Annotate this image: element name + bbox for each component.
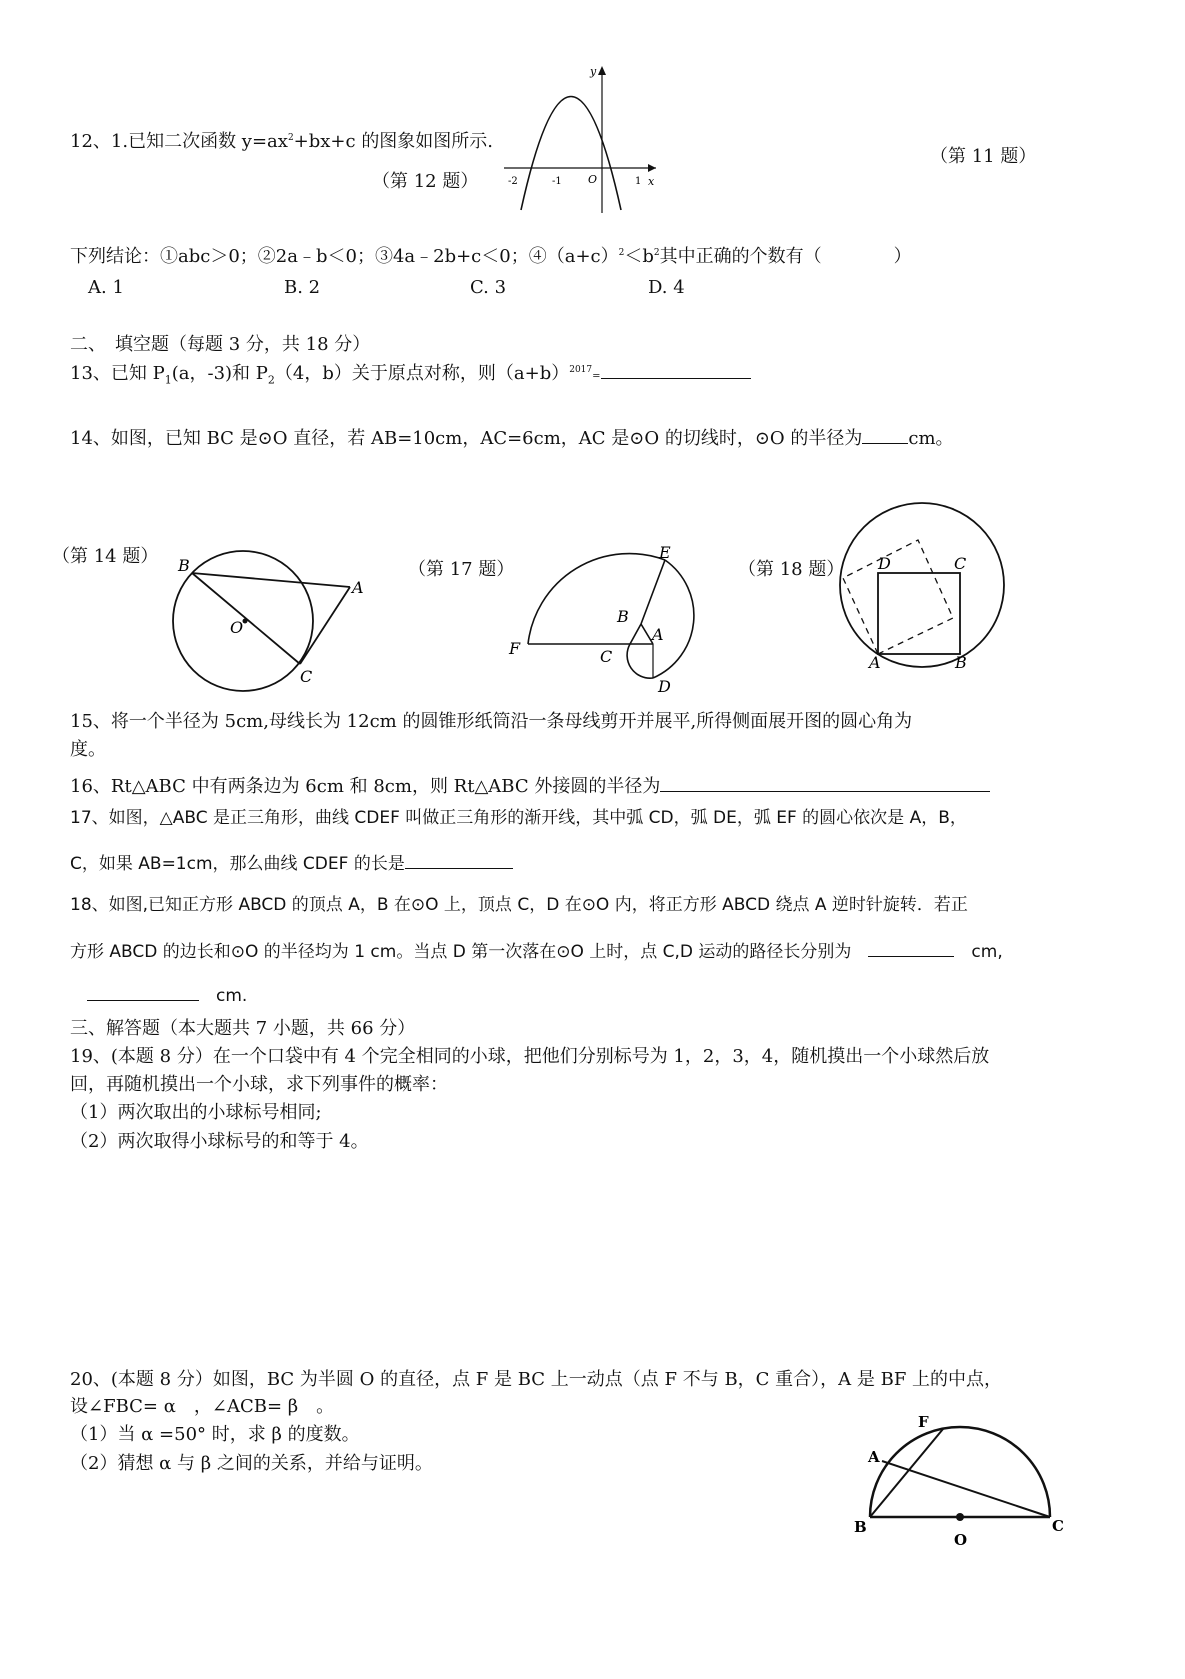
q15-line1: 15、将一个半径为 5cm,母线长为 12cm 的圆锥形纸筒沿一条母线剪开并展平,所得侧面展开图的圆心角为 (70, 711, 913, 732)
graph-tick-neg2: -2 (508, 176, 518, 187)
q12-option-d: D. 4 (648, 277, 685, 298)
fig17-point-e: E (659, 543, 671, 562)
q12-conclusions: 下列结论：①abc＞0；②2a﹣b＜0；③4a﹣2b+c＜0；$④(a+c)^2<b^2$其中正确的个数有（ ） (70, 246, 912, 267)
q17-line2: C，如果 AB=1cm，那么曲线 CDEF 的长是 (70, 850, 513, 876)
q20-line1: 20、(本题 8 分）如图，BC 为半圆 O 的直径，点 F 是 BC 上一动点（点 F 不与 B，C 重合），A 是 BF 上的中点， (70, 1369, 1003, 1390)
fig18-point-d: D (878, 554, 891, 573)
fig17-point-a: A (652, 625, 664, 644)
graph-y-label: y (590, 65, 597, 78)
graph-x-label: x (648, 175, 655, 188)
graph-origin-label: O (588, 173, 598, 186)
q12-option-a: A. 1 (88, 277, 124, 298)
q17-answer-blank[interactable] (405, 850, 513, 869)
section-2-heading: 二、 填空题（每题 3 分，共 18 分） (70, 334, 371, 355)
fig18-square-circle-diagram (835, 490, 1010, 695)
fig17-point-b: B (617, 607, 629, 626)
q12-stem: 12、1.已知二次函数 $y=ax^2+bx+c$ 的图象如图所示. (70, 131, 494, 152)
fig17-point-d: D (658, 677, 671, 695)
q13: 13、已知 $P_1(a$，-3)和 $P_2(4$，b）关于原点对称，则$(a+b)^{2017}=$ (70, 360, 751, 389)
q19-line1: 19、(本题 8 分）在一个口袋中有 4 个完全相同的小球，把他们分别标号为 1，2，3，4，随机摸出一个小球然后放 (70, 1046, 990, 1067)
q20-point-a: A (868, 1448, 880, 1466)
fig14-point-a: A (352, 578, 364, 597)
graph-tick-neg1: -1 (552, 176, 562, 187)
q18-answer-blank-d[interactable] (87, 982, 199, 1001)
fig18-point-a: A (869, 653, 881, 672)
q12-figure-label: （第 12 题） (372, 171, 479, 192)
fig14-point-b: B (178, 556, 190, 575)
q17-line1: 17、如图，△ABC 是正三角形，曲线 CDEF 叫做正三角形的渐开线，其中弧 CD，弧 DE，弧 EF 的圆心依次是 A，B， (70, 808, 967, 828)
q13-answer-blank[interactable] (601, 360, 751, 379)
fig14-label: （第 14 题） (52, 546, 159, 567)
q11-figure-label: （第 11 题） (930, 146, 1037, 167)
q20-part2: （2）猜想 α 与 β 之间的关系，并给与证明。 (70, 1453, 433, 1474)
q15-line2: 度。 (70, 739, 106, 760)
q14: 14、如图，已知 BC 是⊙O 直径，若 AB=10cm，AC=6cm，AC 是⊙O 的切线时，⊙O 的半径为 cm。 (70, 425, 954, 451)
q19-line2: 回，再随机摸出一个小球，求下列事件的概率： (70, 1074, 448, 1095)
fig18-point-c: C (954, 554, 967, 573)
q20-point-f: F (918, 1413, 929, 1431)
q16-answer-blank[interactable] (660, 773, 990, 792)
q20-part1: （1）当 α =50° 时，求 β 的度数。 (70, 1424, 360, 1445)
graph-tick-1: 1 (635, 176, 642, 187)
fig14-point-o: O (230, 618, 244, 637)
q20-point-c: C (1052, 1517, 1064, 1535)
fig18-point-b: B (955, 653, 967, 672)
q20-line2: 设∠FBC= α ，∠ACB= β 。 (70, 1396, 335, 1417)
fig14-circle-diagram (170, 545, 370, 695)
q18-line3: cm. (70, 982, 247, 1008)
fig17-point-f: F (509, 639, 521, 658)
q16: 16、Rt△ABC 中有两条边为 6cm 和 8cm，则 Rt△ABC 外接圆的半径为 (70, 773, 990, 799)
fig17-label: （第 17 题） (408, 559, 515, 580)
q20-point-o: O (954, 1531, 968, 1549)
fig17-involute-diagram (505, 540, 705, 695)
q19-part1: （1）两次取出的小球标号相同; (70, 1102, 322, 1123)
q12-parabola-graph (498, 58, 668, 216)
q12-option-b: B. 2 (284, 277, 321, 298)
fig17-point-c: C (600, 647, 613, 666)
q19-part2: （2）两次取得小球标号的和等于 4。 (70, 1131, 369, 1152)
q18-line1: 18、如图,已知正方形 ABCD 的顶点 A，B 在⊙O 上，顶点 C，D 在⊙O 内，将正方形 ABCD 绕点 A 逆时针旋转．若正 (70, 895, 968, 915)
q18-answer-blank-c[interactable] (868, 938, 954, 957)
q18-line2: 方形 ABCD 的边长和⊙O 的半径均为 1 cm。当点 D 第一次落在⊙O 上时，点 C,D 运动的路径长分别为 cm, (70, 938, 1003, 964)
section-3-heading: 三、解答题（本大题共 7 小题，共 66 分） (70, 1018, 416, 1039)
fig14-point-c: C (300, 667, 313, 686)
q14-answer-blank[interactable] (862, 425, 908, 444)
fig18-label: （第 18 题） (738, 559, 845, 580)
q12-option-c: C. 3 (470, 277, 507, 298)
q20-point-b: B (854, 1518, 867, 1536)
q20-semicircle-diagram (848, 1405, 1073, 1575)
